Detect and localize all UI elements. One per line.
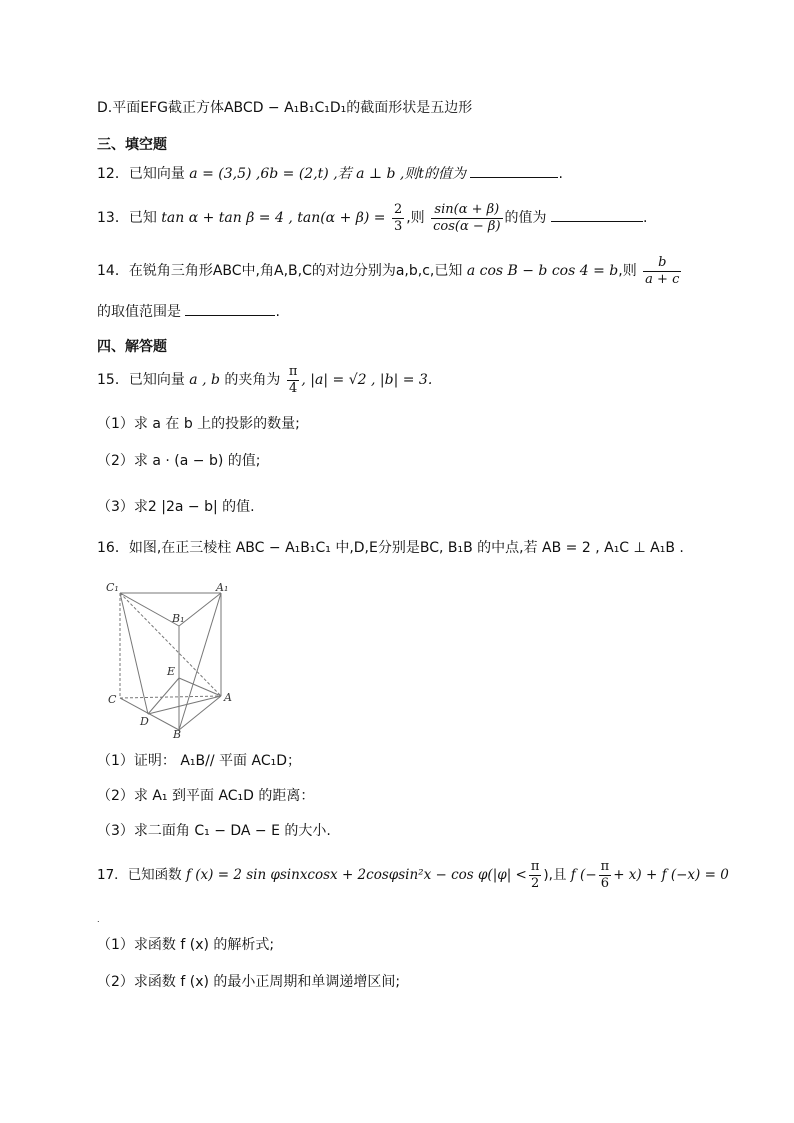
question-expression: tan α + tan β = 4 , tan(α + β) = — [161, 210, 390, 226]
label-c: C — [108, 693, 117, 706]
section-heading-text: 三、填空题 — [97, 137, 167, 153]
question-16-part-1: （1）证明： A₁B// 平面 AC₁D； — [97, 753, 301, 769]
question-15: 15．已知向量 a , b 的夹角为 $\frac{\pi}{4}$ , |a| = √2 , |b| = 3. — [97, 363, 433, 396]
label-a: A — [224, 691, 232, 704]
option-d — [97, 98, 472, 118]
question-number: 17． — [97, 867, 128, 883]
question-text: 的取值范围是 — [97, 304, 181, 320]
question-text: 已知向量 — [128, 166, 185, 182]
question-16 — [97, 538, 684, 558]
fraction: $\frac{b}{a + c}$ — [645, 254, 680, 287]
label-e: E — [167, 665, 176, 678]
question-number: 13． — [97, 210, 129, 226]
question-15-part-3: （3）求2 |2a − b| 的值. — [97, 499, 255, 515]
question-text: 如图,在正三棱柱 ABC − A₁B₁C₁ 中,D,E分别是BC, B₁B 的中点,若 AB = 2 , A₁C ⊥ A₁B . — [128, 540, 684, 556]
question-14-line2: 的取值范围是 . — [97, 301, 280, 322]
label-d: D — [140, 715, 149, 728]
question-expression: a cos B − b cos 4 = b — [466, 263, 619, 279]
section-heading-fill-blank — [97, 135, 167, 155]
question-15-part-1: （1）求 a 在 b 上的投影的数量; — [97, 416, 300, 432]
question-17-part-1: （1）求函数 f (x) 的解析式; — [97, 937, 275, 953]
label-b1: B₁ — [172, 612, 185, 625]
question-number: 15． — [97, 372, 129, 388]
question-12: 12．已知向量 a = (3,5) ,6b = (2,t) ,若 a ⊥ b ,则t的值为 . — [97, 163, 563, 184]
question-number: 16． — [97, 540, 129, 556]
question-14: 14．在锐角三角形ABC中,角A,B,C的对边分别为a,b,c,已知 a cos B − b cos 4 = b,则 $\frac{b}{a + c}$ — [97, 254, 680, 287]
label-a1: A₁ — [216, 581, 229, 594]
question-16-part-2: （2）求 A₁ 到平面 AC₁D 的距离： — [97, 788, 315, 804]
question-15-part-2: （2）求 a · (a − b) 的值; — [97, 453, 261, 469]
question-number: 14． — [97, 263, 129, 279]
question-17-dot: . — [97, 915, 100, 924]
question-text: 已知函数 — [127, 867, 182, 883]
label-b: B — [173, 728, 182, 738]
question-13: 13．已知 tan α + tan β = 4 , tan(α + β) = $\frac{2}{3}$ ,则 $\frac{\sin(\alpha + \beta)}{\cos(\alpha - \beta)}$ 的值为 . — [97, 201, 648, 234]
question-17-part-2: （2）求函数 f (x) 的最小正周期和单调递增区间; — [97, 974, 401, 990]
fraction: $\frac{2}{3}$ — [393, 201, 403, 234]
fraction: $\frac{\sin(\alpha + \beta)}{\cos(\alpha - \beta)}$ — [433, 201, 501, 234]
fraction: $\frac{\pi}{2}$ — [530, 858, 540, 891]
question-17: 17．已知函数 f (x) = 2 sin φsinxcosx + 2cosφsin²x − cos φ(|φ| < $\frac{\pi}{2}$ ),且 f (− $\frac{\pi}{6}$ + x) + f (−x) = 0 — [97, 858, 729, 891]
fraction: $\frac{\pi}{6}$ — [600, 858, 610, 891]
option-d-text: D.平面EFG截正方体ABCD − A₁B₁C₁D₁的截面形状是五边形 — [97, 100, 473, 116]
question-text: 在锐角三角形ABC中,角A,B,C的对边分别为a,b,c,已知 — [128, 263, 463, 279]
answer-blank[interactable] — [185, 301, 275, 316]
fraction: $\frac{\pi}{4}$ — [288, 363, 298, 396]
question-text: 已知向量 — [128, 372, 185, 388]
answer-blank[interactable] — [470, 163, 558, 178]
answer-blank[interactable] — [551, 207, 643, 222]
question-16-part-3: （3）求二面角 C₁ − DA − E 的大小. — [97, 823, 331, 839]
question-text: 已知 — [128, 210, 157, 226]
section-heading-solutions — [97, 337, 167, 357]
prism-figure — [104, 578, 234, 738]
question-expression: a = (3,5) ,6b = (2,t) ,若 a ⊥ b ,则t的值为 — [189, 166, 467, 182]
question-number: 12． — [97, 166, 129, 182]
section-heading-text: 四、解答题 — [97, 339, 167, 355]
label-c1: C₁ — [106, 581, 119, 594]
